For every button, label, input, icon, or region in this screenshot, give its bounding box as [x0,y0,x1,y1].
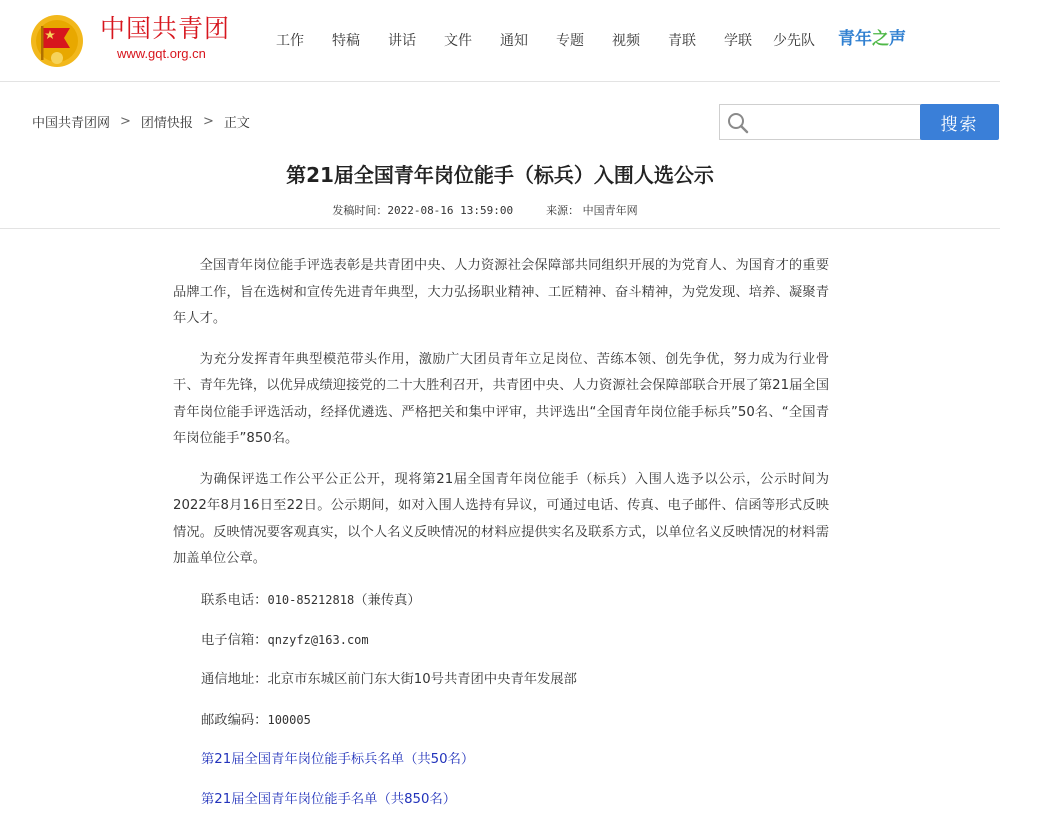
breadcrumb-current: 正文 [223,116,250,131]
article-meta [0,202,970,218]
contact-postcode [173,707,829,747]
nav-item-videos[interactable]: 视频 [612,33,640,49]
contact-address [173,667,829,707]
breadcrumb-home-link[interactable]: 中国共青团网 [32,116,111,131]
site-logo-text[interactable]: 中国共青团 [100,14,231,43]
pacesetter-list-link[interactable]: 第21届全国青年岗位能手标兵名单（共50名） [201,751,475,767]
nav-item-documents[interactable]: 文件 [444,33,472,49]
nav-item-work[interactable]: 工作 [276,33,304,49]
header-divider [0,228,1000,229]
article-paragraph: 为充分发挥青年典型模范带头作用，激励广大团员青年立足岗位、苦练本领、创先争优，努力成为行业骨干、青年先锋，以优异成绩迎接党的二十大胜利召开，共青团中央、人力资源社会保障部联合开展了第21届全国青年岗位能手评选活动，经择优遴选、严格把关和集中评审，共评选出“全国青年岗位能手标兵”50名、“全国青年岗位能手”850名。 [173,351,829,446]
source-label: 来源： [546,204,580,217]
search-button[interactable]: 搜索 [920,104,999,140]
main-nav [262,30,822,50]
youth-voice-part3: 声 [889,29,906,49]
communist-youth-league-emblem-icon[interactable] [30,14,84,68]
nav-item-young-pioneers[interactable]: 少先队 [773,33,815,49]
phone-note: （兼传真） [354,592,421,608]
phone-value: 010-85212818 [267,592,355,607]
source-value: 中国青年网 [582,204,638,217]
search-box [719,104,921,140]
article-paragraph: 全国青年岗位能手评选表彰是共青团中央、人力资源社会保障部共同组织开展的为党育人、为国育才的重要品牌工作，旨在选树和宣传先进青年典型，大力弘扬职业精神、工匠精神、奋斗精神，为党发现、培养、凝聚青年人才。 [173,258,829,326]
phone-label: 联系电话： [201,592,268,608]
email-value: qnzyfz@163.com [267,632,369,647]
address-value: 北京市东城区前门东大街10号共青团中央青年发展部 [267,671,577,687]
article-paragraph: 为确保评选工作公平公正公开，现将第21届全国青年岗位能手（标兵）入围人选予以公示，公示时间为2022年8月16日至22日。公示期间，如对入围人选持有异议，可通过电话、传真、电子邮件、信函等形式反映情况。反映情况要客观真实，以个人名义反映情况的材料应提供实名及联系方式，以单位名义反映情况的材料需加盖单位公章。 [173,471,829,566]
postcode-value: 100005 [267,712,311,727]
youth-voice-logo[interactable] [838,24,906,54]
search-input[interactable] [754,107,918,137]
nav-item-notices[interactable]: 通知 [500,33,528,49]
nav-item-features[interactable]: 特稿 [332,33,360,49]
nav-item-topics[interactable]: 专题 [556,33,584,49]
nav-item-speeches[interactable]: 讲话 [388,33,416,49]
breadcrumb-separator: > [120,114,131,129]
article-body [173,253,829,827]
breadcrumb [32,112,250,131]
youth-voice-part2: 之 [872,29,889,49]
article-title: 第21届全国青年岗位能手（标兵）入围人选公示 [286,163,714,187]
breadcrumb-separator: > [202,114,214,129]
search-icon [726,111,750,135]
site-url[interactable]: www.gqt.org.cn [117,46,206,61]
email-label: 电子信箱： [201,632,268,648]
nav-item-youth-federation[interactable]: 青联 [668,33,696,49]
postcode-label: 邮政编码： [201,712,268,728]
contact-phone [173,587,829,627]
job-expert-list-link[interactable]: 第21届全国青年岗位能手名单（共850名） [201,791,457,807]
address-label: 通信地址： [201,671,268,687]
contact-email [173,627,829,667]
site-header [0,0,1000,82]
publish-time-label: 发稿时间： [332,204,388,217]
nav-item-student-federation[interactable]: 学联 [724,33,752,49]
breadcrumb-news-link[interactable]: 团情快报 [140,116,193,131]
youth-voice-part1: 青年 [838,29,872,49]
publish-time-value: 2022-08-16 13:59:00 [387,204,514,217]
